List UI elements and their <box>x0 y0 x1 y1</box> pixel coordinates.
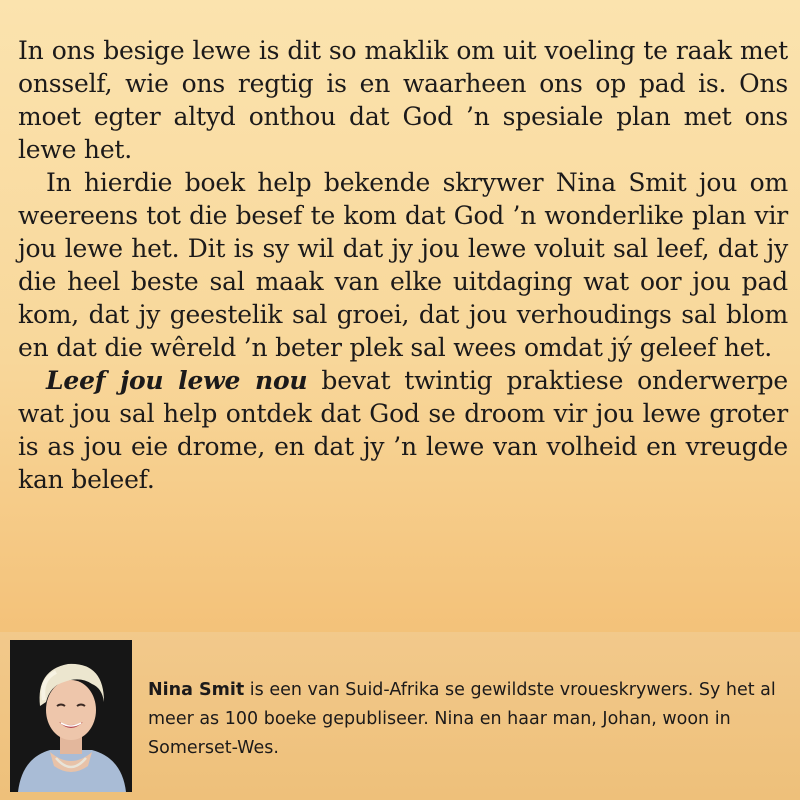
author-photo <box>10 640 132 792</box>
book-title: Leef jou lewe nou <box>46 366 308 395</box>
author-bio <box>148 676 788 763</box>
book-blurb <box>18 34 788 496</box>
author-name: Nina Smit <box>148 680 245 700</box>
blurb-paragraph-3-text: bevat twintig praktiese onderwerpe wat jou sal help ontdek dat God se droom vir jou lewe groter is as jou eie drome, en dat jy ’n lewe van volheid en vreugde kan beleef. <box>18 366 789 494</box>
blurb-paragraph-1: In ons besige lewe is dit so maklik om uit voeling te raak met onsself, wie ons regtig is en waarheen ons op pad is. Ons moet egter altyd onthou dat God ’n spesiale plan met ons lewe het. <box>18 36 788 164</box>
author-bio-text: is een van Suid-Afrika se gewildste vroueskrywers. Sy het al meer as 100 boeke gepubliseer. Nina en haar man, Johan, woon in Somerset-Wes. <box>148 680 776 758</box>
blurb-paragraph-3 <box>18 364 788 496</box>
blurb-paragraph-2: In hierdie boek help bekende skrywer Nina Smit jou om weereens tot die besef te kom dat God ’n wonderlike plan vir jou lewe het. Dit is sy wil dat jy jou lewe voluit sal leef, dat jy die heel beste sal maak van elke uitdaging wat oor jou pad kom, dat jy geestelik sal groei, dat jou verhoudings sal blom en dat die wêreld ’n beter plek sal wees omdat jý geleef het. <box>18 168 788 362</box>
